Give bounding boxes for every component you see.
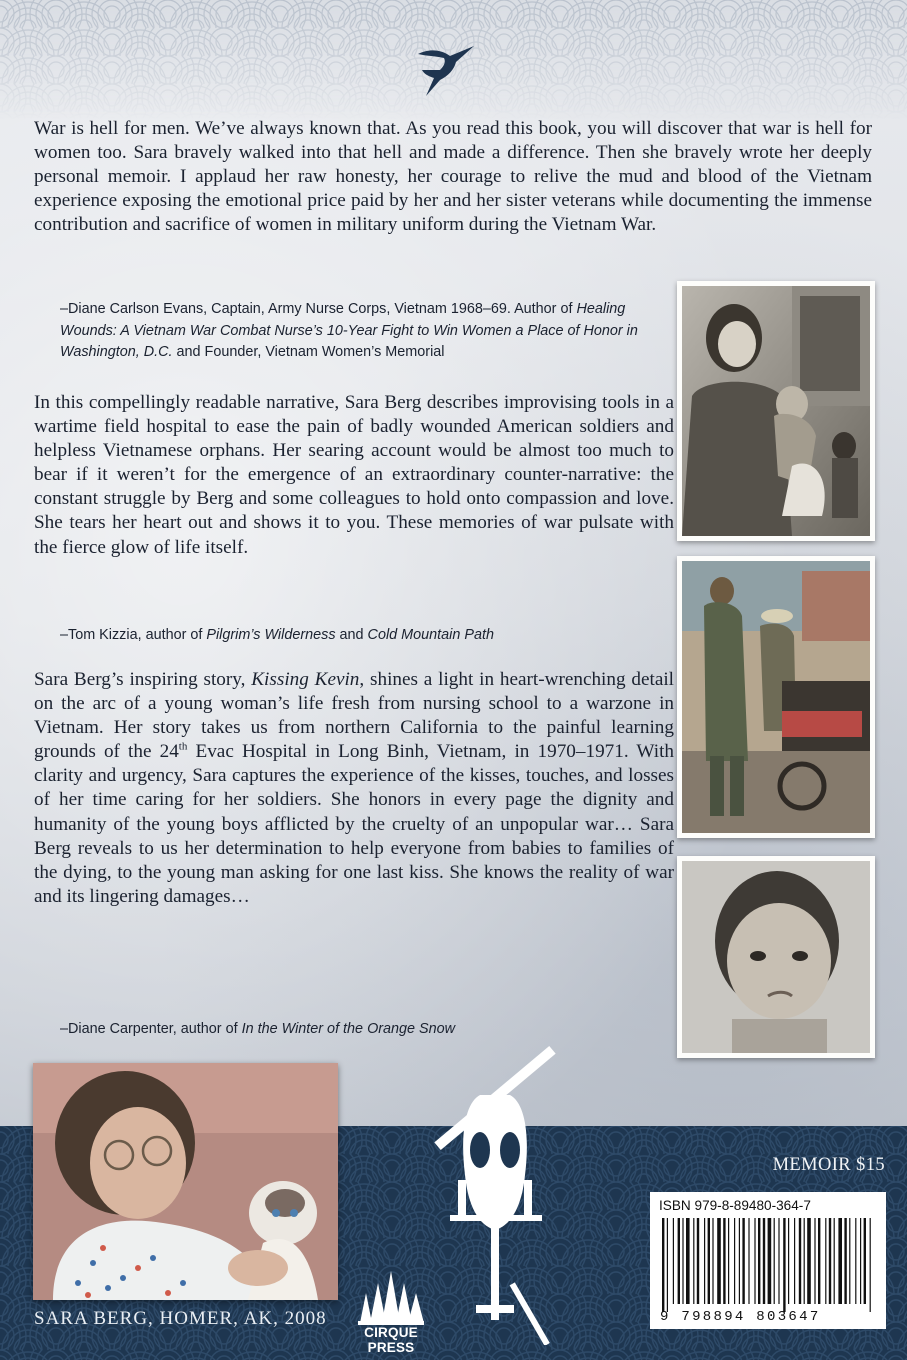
barcode-bar: [717, 1218, 721, 1304]
barcode-bar: [870, 1218, 871, 1312]
barcode-bar: [686, 1218, 690, 1304]
barcode-bar: [742, 1218, 744, 1304]
barcode-bar: [788, 1218, 789, 1304]
photo-author-with-kitten: [33, 1063, 338, 1300]
barcode-bar: [682, 1218, 683, 1304]
category-price: MEMOIR $15: [772, 1155, 885, 1175]
endorsement-2-text: In this compellingly readable narrative, Sara Berg describes improvising tools in a wartime field hospital to ease the pain of badly wounded American soldiers and helpless Vietnamese orphans. Her searing account would be almost too much to bear if it weren’t for the emergence of an extraordinary counter-narrative: the constant struggle by Berg and some colleagues to hold onto compassion and love. She tears her heart out and shows it to you. These memories of war pulsate with the fierce glow of life itself.: [34, 392, 674, 558]
barcode-bar: [693, 1218, 694, 1304]
barcode-bar: [860, 1218, 861, 1304]
barcode-bar: [768, 1218, 772, 1304]
barcode-bar: [855, 1218, 856, 1304]
isbn-barcode-box: [650, 1192, 886, 1329]
barcode-bar: [844, 1218, 846, 1304]
barcode-digits: 9 798894 803647: [660, 1309, 821, 1325]
barcode-bar: [807, 1218, 811, 1304]
endorsement-3-text: Sara Berg’s inspiring story, Kissing Kevin, shines a light in heart-wrenching detail on the arc of a young woman’s life fresh from nursing school to a warzone in Vietnam. Her story takes us from northern California to the painful learning grounds of the 24th Evac Hospital in Long Binh, Vietnam, in 1970–1971. With clarity and urgency, Sara captures the experience of the kisses, touches, and losses of her time caring for her soldiers. She honors in every page the dignity and humanity of the young boys afflicted by the cruelty of an unpopular war… Sara Berg reveals to us her determination to help everyone from babies to families of the dying, to the young man asking for one last kiss. She knows the reality of war and its lingering damages…: [34, 669, 675, 907]
barcode-bar: [739, 1218, 740, 1304]
barcode-bar: [794, 1218, 795, 1304]
barcode-bar: [834, 1218, 835, 1304]
barcode-bar: [783, 1218, 785, 1312]
author-photo-caption: SARA BERG, HOMER, AK, 2008: [34, 1308, 327, 1329]
barcode-bar: [758, 1218, 760, 1304]
endorsement-1-text: War is hell for men. We’ve always known that. As you read this book, you will discover that war is hell for women too. Sara bravely walked into that hell and made a difference. Then she bravely wrote her deeply personal memoir. I applaud her raw honesty, her courage to relive the mud and blood of the Vietnam experience exposing the emotional price paid by her and her sister veterans while documenting the immense contribution and sacrifice of women in military uniform during the Vietnam War.: [34, 118, 872, 236]
barcode-bar: [697, 1218, 699, 1304]
barcode-bar: [734, 1218, 735, 1304]
barcode-bar: [799, 1218, 801, 1304]
barcode-bar: [667, 1218, 668, 1312]
barcode-bar: [678, 1218, 680, 1304]
barcode-bar: [673, 1218, 674, 1304]
barcode-bar: [818, 1218, 820, 1304]
book-title: Kissing Kevin: [251, 669, 360, 690]
endorsement-1-attribution: –Diane Carlson Evans, Captain, Army Nurse Corps, Vietnam 1968–69. Author of Healing Wounds: A Vietnam War Combat Nurse’s 10-Year Fight to Win Women a Place of Honor in Washington, D.C. and Founder, Vietnam Women’s Memorial: [60, 301, 638, 360]
photo-street-scene-vietnam: [677, 556, 875, 838]
barcode-bar: [712, 1218, 713, 1304]
barcode-bar: [864, 1218, 866, 1304]
endorsement-2-attribution: –Tom Kizzia, author of Pilgrim’s Wilderness and Cold Mountain Path: [60, 627, 494, 643]
barcode-bar: [774, 1218, 775, 1304]
barcode-bar: [763, 1218, 765, 1304]
barcode-bar: [825, 1218, 826, 1304]
barcode-bar: [723, 1218, 725, 1304]
publisher-name: CIRQUE PRESS: [364, 1325, 418, 1355]
barcode-bar: [704, 1218, 705, 1304]
photo-nurse-holding-baby: [677, 281, 875, 541]
photo-vietnamese-child: [677, 856, 875, 1058]
crane-icon: [416, 40, 478, 98]
barcode-bar: [778, 1218, 779, 1304]
barcode-bar: [728, 1218, 729, 1304]
isbn-label: ISBN 979-8-89480-364-7: [659, 1198, 811, 1213]
barcode-bar: [754, 1218, 755, 1304]
barcode: [660, 1218, 876, 1312]
barcode-bar: [662, 1218, 664, 1312]
barcode-bar: [849, 1218, 850, 1304]
barcode-bar: [814, 1218, 815, 1304]
endorsement-3-attribution: –Diane Carpenter, author of In the Winter of the Orange Snow: [60, 1021, 456, 1037]
barcode-bar: [748, 1218, 749, 1304]
barcode-bar: [804, 1218, 805, 1304]
helicopter-icon: [410, 975, 580, 1345]
barcode-bar: [708, 1218, 710, 1304]
barcode-bar: [838, 1218, 842, 1304]
barcode-bar: [829, 1218, 831, 1304]
